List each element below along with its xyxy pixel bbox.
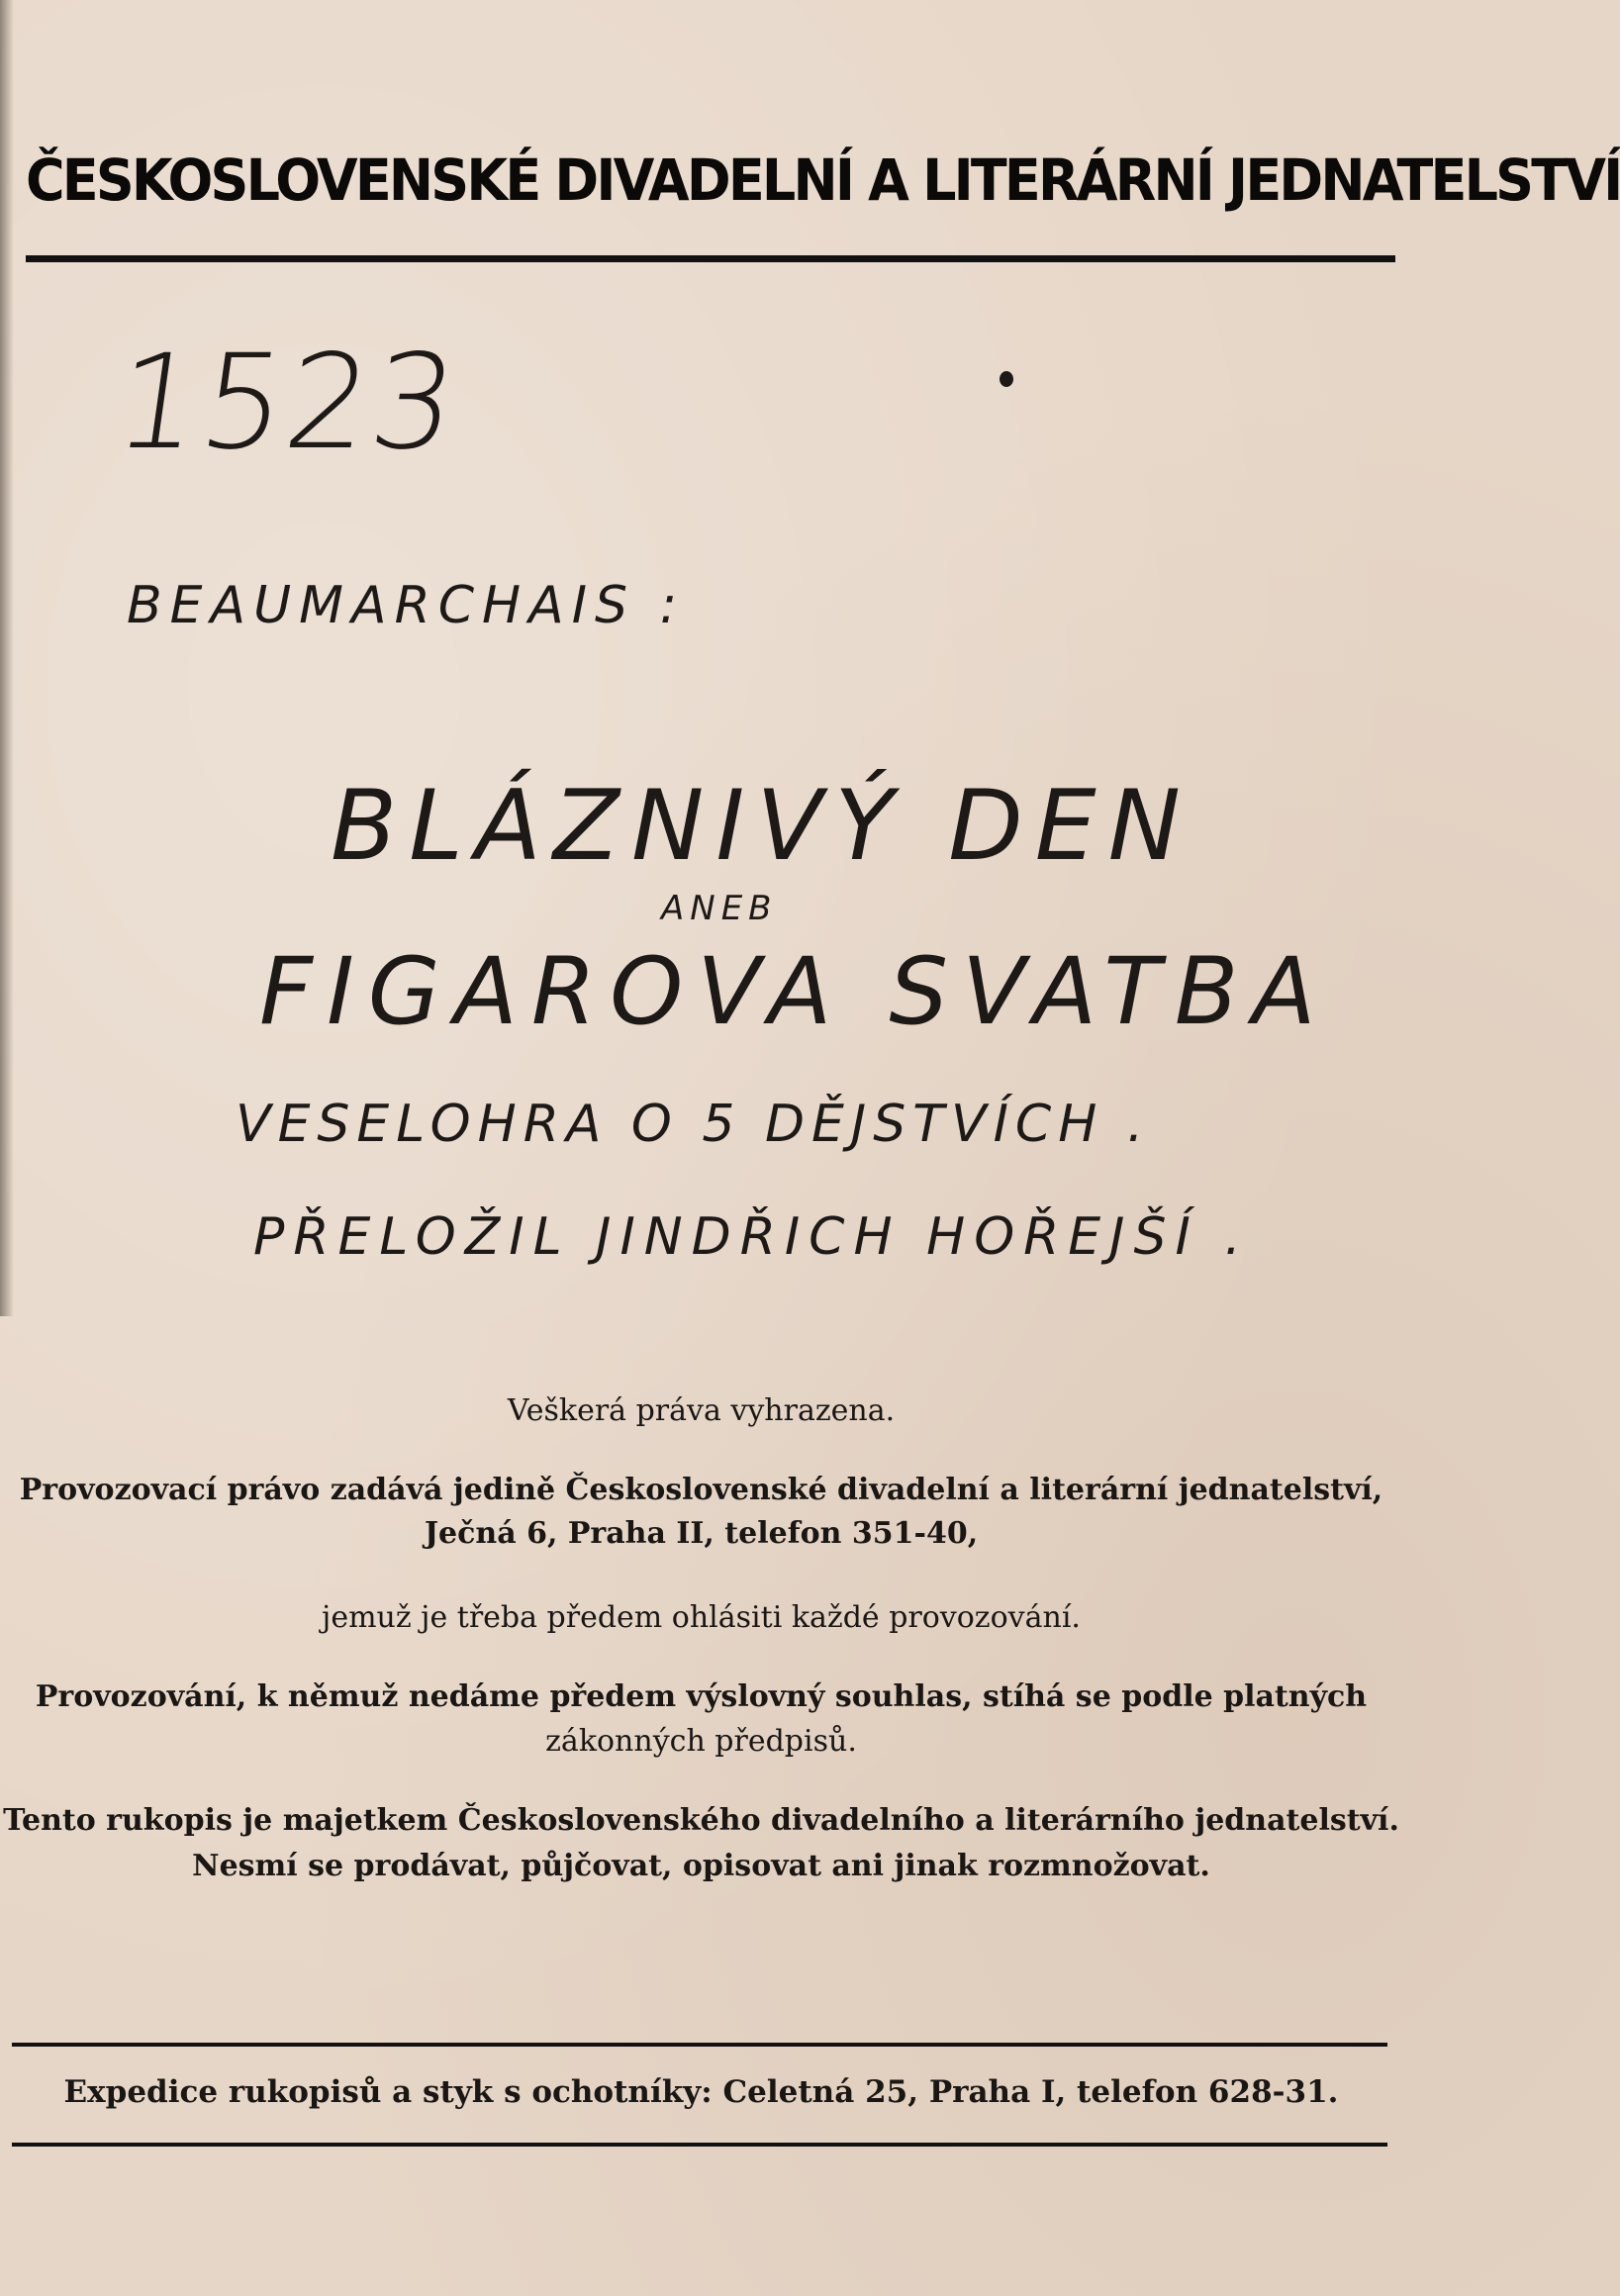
performance-rights-line-2: Ječná 6, Praha II, telefon 351-40, (424, 1516, 979, 1551)
page-edge-shadow (0, 0, 14, 1316)
footer-contact: Expedice rukopisů a styk s ochotníky: Celetná 25, Praha I, telefon 628-31. (63, 2074, 1339, 2110)
performance-rights-line-3: jemuž je třeba předem ohlásiti každé provozování. (322, 1600, 1081, 1635)
property-notice-line-1: Tento rukopis je majetkem Československého divadelního a literárního jednatelství. (3, 1803, 1399, 1838)
ink-dot-mark (1000, 371, 1013, 387)
play-title-main: BLÁZNIVÝ DEN (331, 770, 1192, 883)
footer-rule-bottom (12, 2143, 1387, 2147)
legal-warning-line-1: Provozování, k němuž nedáme předem výslovný souhlas, stíhá se podle platných (35, 1679, 1368, 1714)
translator-credit: PŘELOŽIL JINDŘICH HOŘEJŠÍ . (253, 1207, 1250, 1267)
author-name: BEAUMARCHAIS : (127, 576, 686, 635)
play-title-alternate: FIGAROVA SVATBA (259, 938, 1330, 1046)
title-connector: ANEB (661, 889, 778, 928)
rights-notice: Veškerá práva vyhrazena. (507, 1393, 896, 1428)
performance-rights-line-1: Provozovací právo zadává jedině Československé divadelní a literární jednatelství, (19, 1473, 1383, 1507)
property-notice-line-2: Nesmí se prodávat, půjčovat, opisovat ani jinak rozmnožovat. (192, 1849, 1210, 1883)
publisher-heading: ČESKOSLOVENSKÉ DIVADELNÍ A LITERÁRNÍ JEDNATELSTVÍ (26, 146, 1620, 214)
legal-warning-line-2: zákonných předpisů. (545, 1724, 857, 1759)
catalog-number: 1523 (106, 327, 468, 479)
play-genre: VESELOHRA O 5 DĚJSTVÍCH . (236, 1095, 1151, 1154)
header-rule (26, 255, 1395, 262)
footer-rule-top (12, 2043, 1387, 2047)
